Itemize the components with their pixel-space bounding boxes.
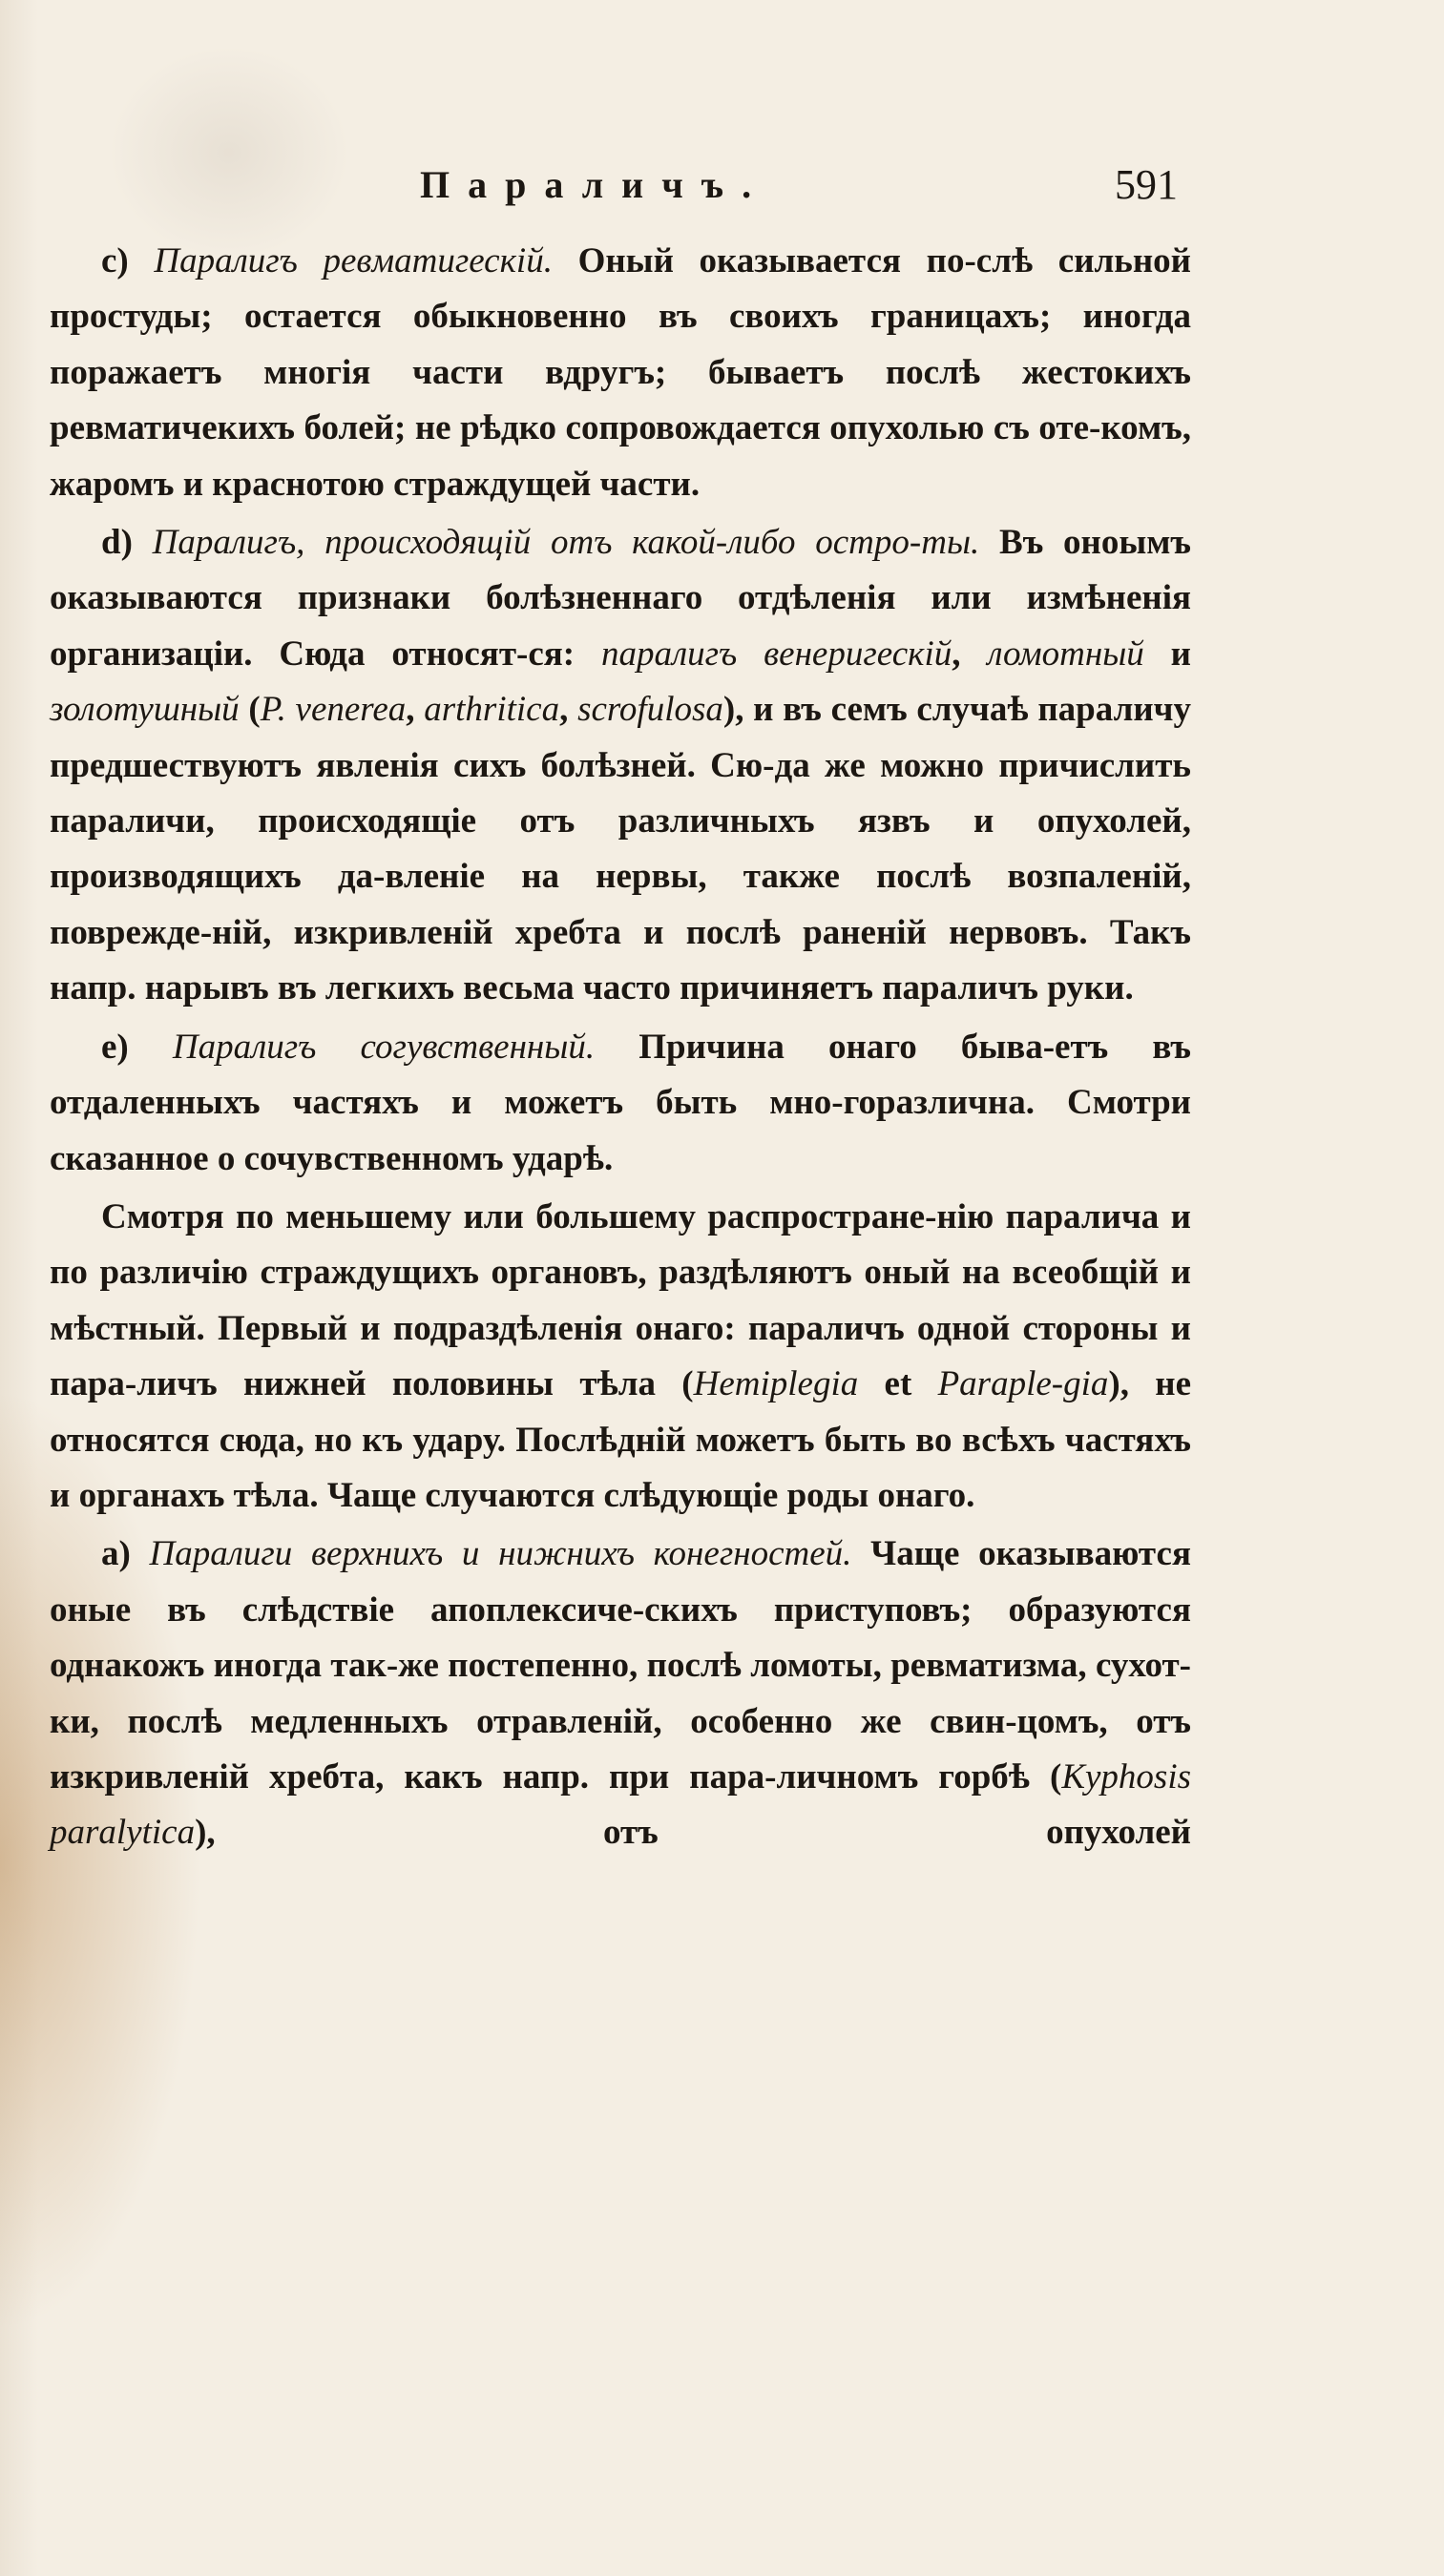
running-title: Параличъ.: [420, 163, 770, 206]
text-run: et: [858, 1364, 938, 1404]
latin-term: Paraple-gia: [937, 1364, 1109, 1404]
section-heading-limbs: Паралиги верхнихъ и нижнихъ конегностей.: [149, 1534, 852, 1574]
latin-term: scrofulosa: [577, 690, 723, 730]
text-run: d): [101, 523, 153, 563]
latin-term: P. venerea: [260, 690, 407, 730]
text-run: и: [1143, 634, 1191, 674]
text-run: ,: [952, 634, 988, 674]
latin-term: arthritica: [424, 690, 560, 730]
paragraph-e: [50, 1020, 1191, 1187]
text-run: Смотря по меньшему или большему распростране-нію паралича и по различію страждущихъ органовъ, раздѣляютъ оный на всеобщій и мѣстный. Первый и подраздѣленія онаго: параличъ одной стороны и пара-личъ нижней половины тѣла (: [50, 1196, 1191, 1404]
paragraph-general: [50, 1190, 1191, 1524]
text-run: ,: [406, 690, 425, 730]
section-heading-rheumatic: Паралигъ ревматигескій.: [154, 241, 553, 280]
latin-term: Kyphosis paralytica: [50, 1756, 1191, 1853]
text-run: Чаще оказываются оные въ слѣдствіе апоплексиче-скихъ приступовъ; образуются однакожъ иногда так-же постепенно, послѣ ломоты, ревматизма, сухот-ки, послѣ медленныхъ отравленій, особенно же свин-цомъ, отъ изкривленій хребта, какъ напр. при пара-личномъ горбѣ (: [50, 1534, 1191, 1797]
paragraph-a: [50, 1527, 1191, 1860]
text-run: e): [101, 1027, 173, 1067]
paragraph-c: [50, 234, 1191, 512]
section-heading-acrid: Паралигъ, происходящій отъ какой-либо остро-ты.: [152, 523, 980, 563]
page-number: 591: [1115, 161, 1178, 208]
body-text: [50, 234, 1191, 1864]
page-header: [0, 162, 1444, 219]
text-run: a): [101, 1534, 150, 1574]
text-run: Оный оказывается по-слѣ сильной простуды; остается обыкновенно въ своихъ границахъ; иногда поражаетъ многія части вдругъ; бываетъ послѣ жестокихъ ревматичекихъ болей; не рѣдко сопровождается опухолью съ оте-комъ, жаромъ и краснотою страждущей части.: [50, 241, 1191, 504]
text-run: ), отъ опухолей: [195, 1813, 1191, 1853]
term-arthritic: ломотный: [987, 634, 1144, 674]
text-run: c): [101, 241, 155, 280]
text-run: Въ оноымъ оказываются признаки болѣзненнаго отдѣленія или измѣненія организаціи. Сюда относят-ся:: [50, 523, 1191, 674]
text-run: ,: [559, 690, 578, 730]
text-run: Причина онаго быва-етъ въ отдаленныхъ частяхъ и можетъ быть мно-горазлична. Смотри сказанное о сочувственномъ ударѣ.: [50, 1027, 1191, 1178]
term-venereal: паралигъ венеригескій: [600, 634, 952, 674]
section-heading-sympathetic: Паралигъ согувственный.: [172, 1027, 596, 1067]
text-run: (: [239, 690, 261, 730]
paragraph-d: [50, 515, 1191, 1017]
text-run: ), не относятся сюда, но къ удару. Послѣдній можетъ быть во всѣхъ частяхъ и органахъ тѣла. Чаще случаются слѣдующіе роды онаго.: [50, 1364, 1192, 1515]
term-scrofulous: золотушный: [50, 690, 240, 730]
latin-term: Hemiplegia: [693, 1364, 859, 1404]
text-run: ), и въ семъ случаѣ параличу предшествуютъ явленія сихъ болѣзней. Сю-да же можно причислить параличи, происходящіе отъ различныхъ язвъ и опухолей, производящихъ да-вленіе на нервы, также послѣ возпаленій, поврежде-ній, изкривленій хребта и послѣ раненій нервовъ. Такъ напр. нарывъ въ легкихъ весьма часто причиняетъ параличъ руки.: [50, 690, 1192, 1008]
